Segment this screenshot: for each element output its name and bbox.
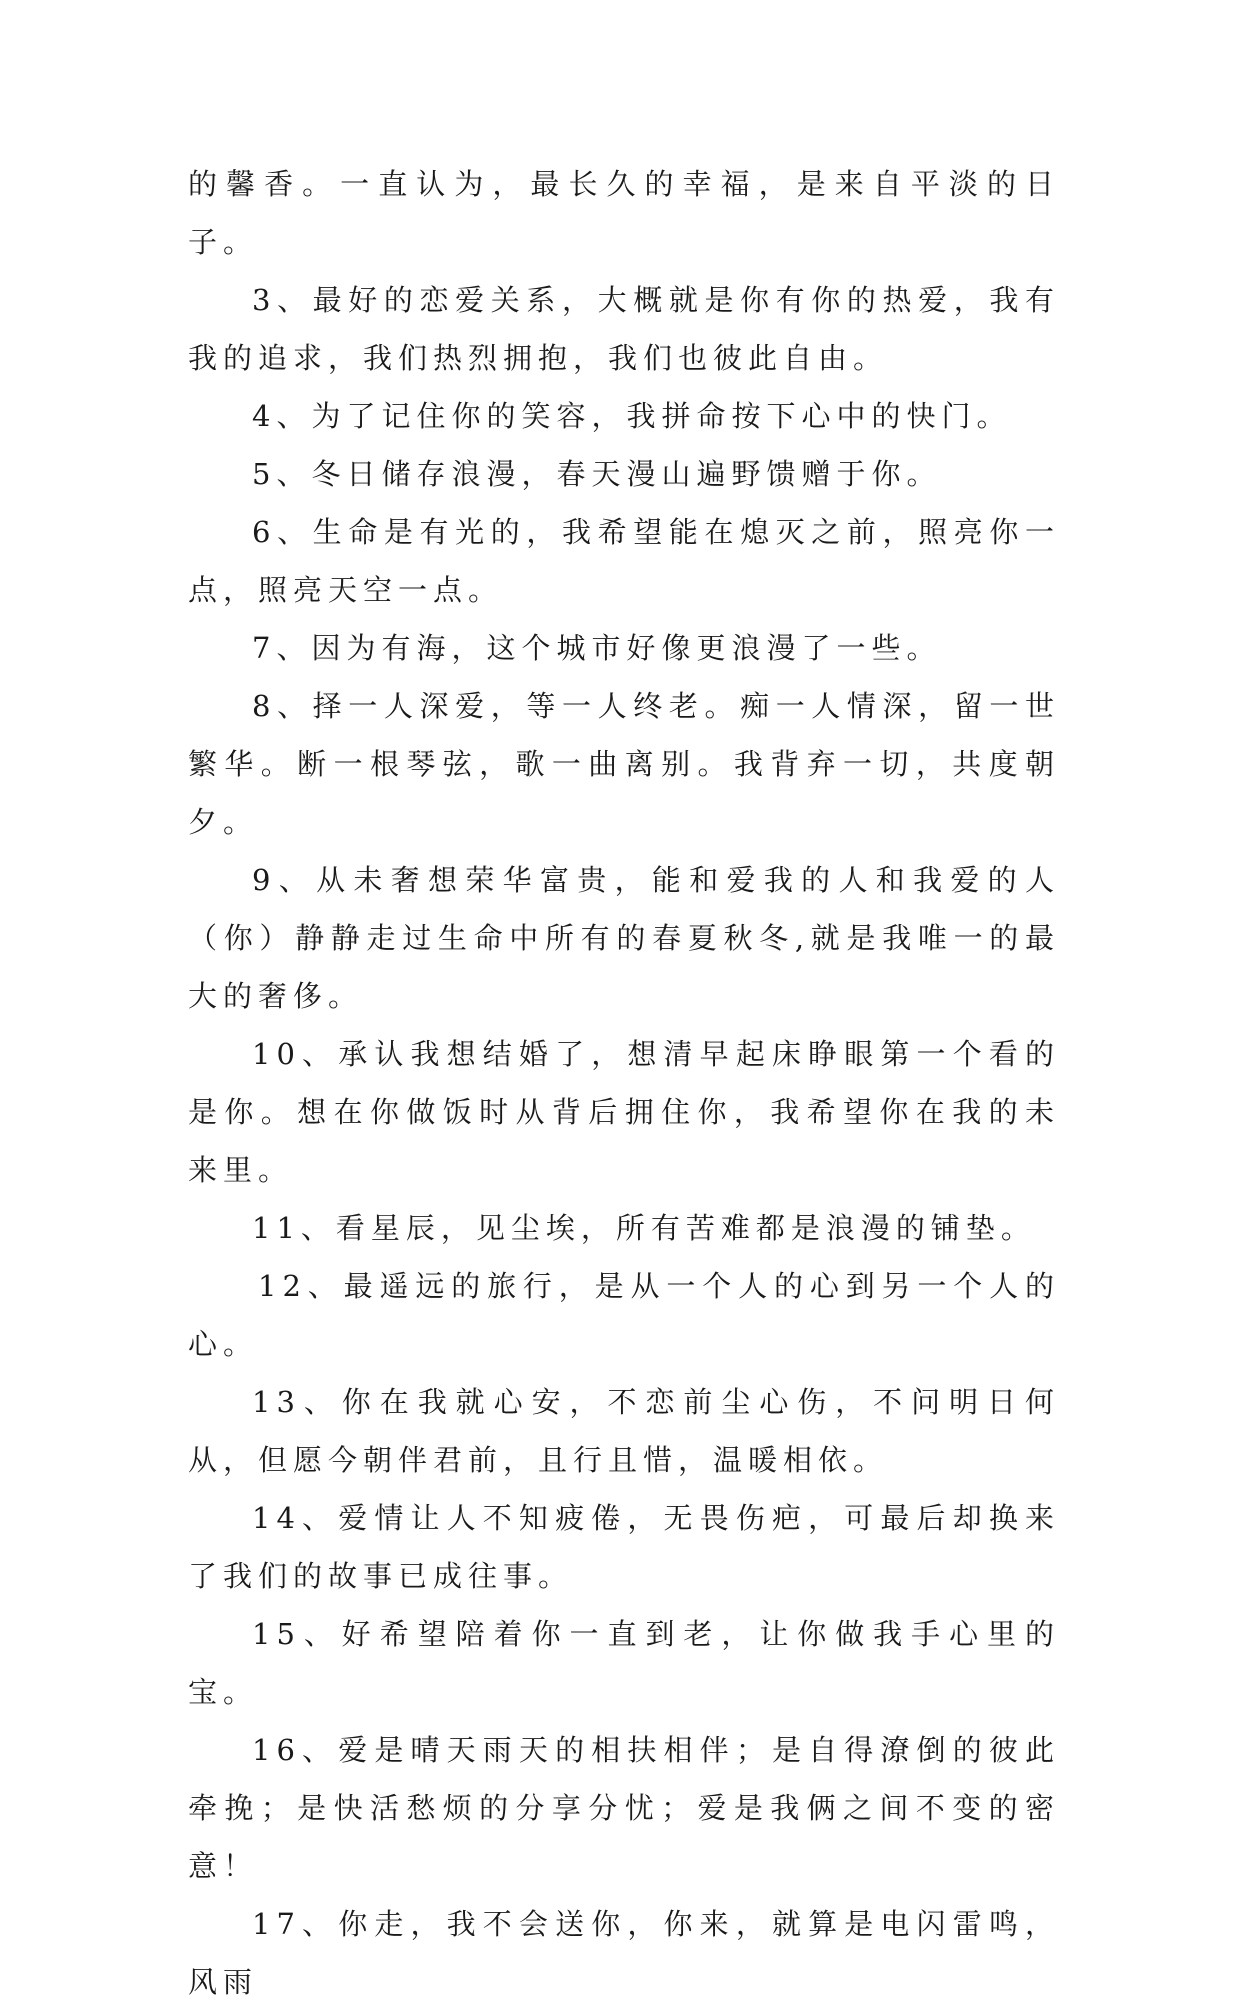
paragraph-9: 9、从未奢想荣华富贵，能和爱我的人和我爱的人（你）静静走过生命中所有的春夏秋冬,就是我唯一的最大的奢侈。 (188, 863, 1060, 1013)
paragraph-3: 3、最好的恋爱关系，大概就是你有你的热爱，我有我的追求，我们热烈拥抱，我们也彼此自由。 (188, 283, 1060, 375)
document-body (188, 155, 1060, 2011)
paragraph-15: 15、好希望陪着你一直到老，让你做我手心里的宝。 (188, 1617, 1060, 1709)
paragraph-17: 17、你走，我不会送你，你来，就算是电闪雷鸣，风雨 (188, 1907, 1060, 1999)
paragraph-10: 10、承认我想结婚了，想清早起床睁眼第一个看的是你。想在你做饭时从背后拥住你，我希望你在我的未来里。 (188, 1037, 1060, 1187)
paragraph-5: 5、冬日储存浪漫，春天漫山遍野馈赠于你。 (252, 457, 942, 491)
paragraph-continued: 的馨香。一直认为，最长久的幸福，是来自平淡的日子。 (188, 167, 1060, 259)
paragraph-16: 16、爱是晴天雨天的相扶相伴；是自得潦倒的彼此牵挽；是快活愁烦的分享分忧；爱是我俩之间不变的密意！ (188, 1733, 1060, 1883)
paragraph-7: 7、因为有海，这个城市好像更浪漫了一些。 (252, 631, 942, 665)
paragraph-8: 8、择一人深爱，等一人终老。痴一人情深，留一世繁华。断一根琴弦，歌一曲离别。我背弃一切，共度朝夕。 (188, 689, 1060, 839)
paragraph-6: 6、生命是有光的，我希望能在熄灭之前，照亮你一点，照亮天空一点。 (188, 515, 1060, 607)
paragraph-14: 14、爱情让人不知疲倦，无畏伤疤，可最后却换来了我们的故事已成往事。 (188, 1501, 1060, 1593)
paragraph-12: 12、最遥远的旅行，是从一个人的心到另一个人的心。 (188, 1269, 1060, 1361)
paragraph-4: 4、为了记住你的笑容，我拼命按下心中的快门。 (252, 399, 1012, 433)
paragraph-13: 13、你在我就心安，不恋前尘心伤，不问明日何从，但愿今朝伴君前，且行且惜，温暖相依。 (188, 1385, 1060, 1477)
paragraph-11: 11、看星辰，见尘埃，所有苦难都是浪漫的铺垫。 (252, 1211, 1036, 1245)
